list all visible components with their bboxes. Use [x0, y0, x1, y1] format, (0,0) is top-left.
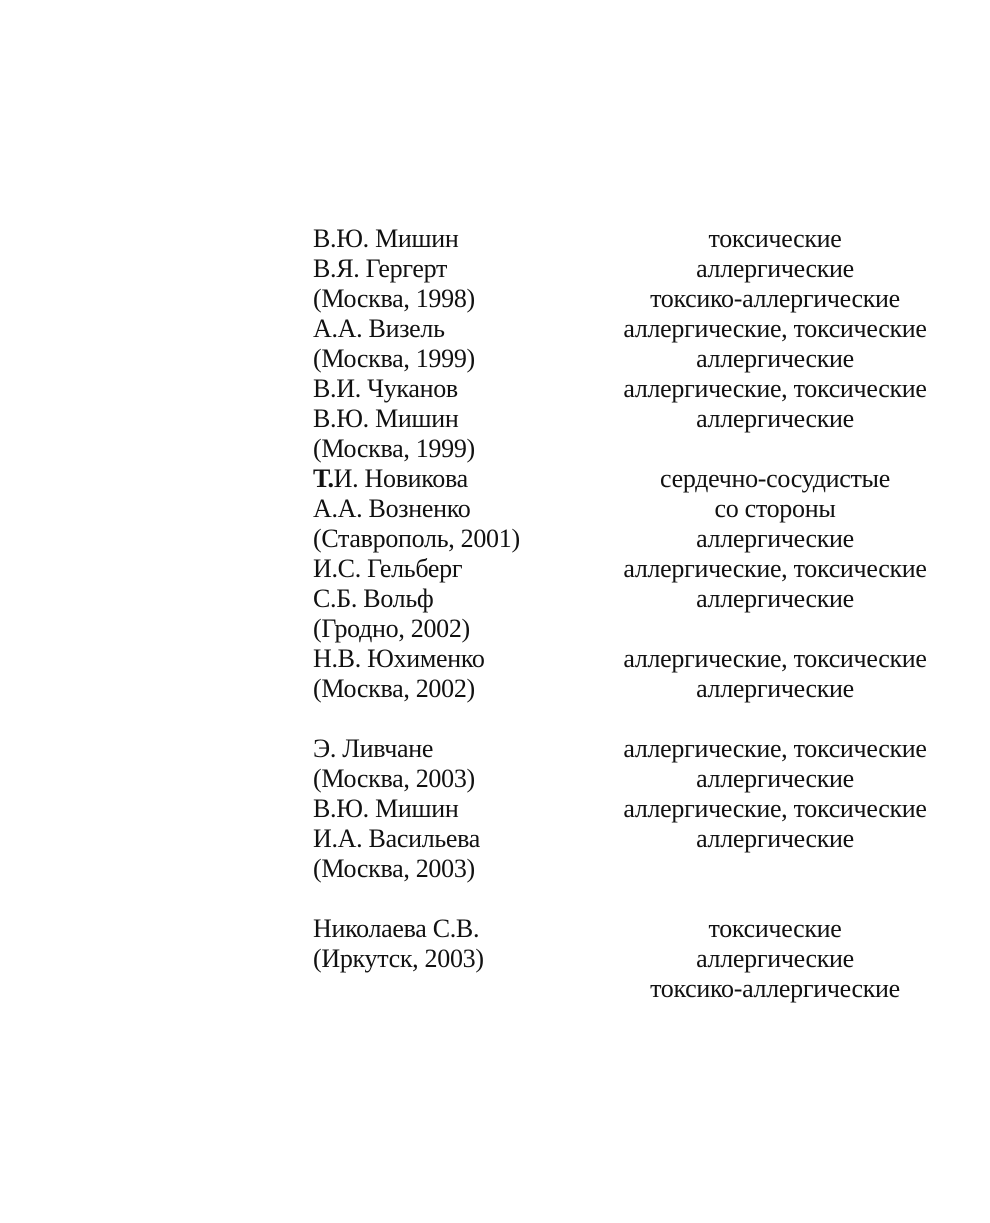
reaction-line: аллергические	[696, 674, 854, 703]
reaction-line: со стороны	[714, 494, 836, 523]
reaction-line: токсические	[708, 914, 842, 943]
author-line	[313, 464, 553, 494]
reaction-line	[560, 884, 990, 914]
author-line: В.И. Чуканов	[313, 374, 458, 403]
author-line: В.Ю. Мишин	[313, 794, 459, 823]
reaction-line: аллергические	[696, 584, 854, 613]
author-line: С.Б. Вольф	[313, 584, 434, 613]
author-line: (Гродно, 2002)	[313, 614, 470, 643]
author-line: В.Ю. Мишин	[313, 404, 459, 433]
reaction-line	[560, 704, 990, 734]
reaction-line	[560, 854, 990, 884]
reactions-column	[560, 224, 990, 1004]
reaction-line: аллергические, токсические	[623, 794, 927, 823]
author-line: (Иркутск, 2003)	[313, 944, 484, 973]
authors-column	[313, 224, 553, 974]
reaction-line	[560, 614, 990, 644]
author-line: А.А. Визель	[313, 314, 445, 343]
author-line: А.А. Возненко	[313, 494, 471, 523]
author-line: (Москва, 1999)	[313, 434, 475, 463]
author-line: И.С. Гельберг	[313, 554, 463, 583]
author-line: Н.В. Юхименко	[313, 644, 485, 673]
reaction-line: сердечно-сосудистые	[660, 464, 890, 493]
reaction-line: токсико-аллергические	[650, 974, 900, 1003]
bold-initial: Т.	[313, 464, 334, 493]
reaction-line: аллергические, токсические	[623, 734, 927, 763]
reaction-line: аллергические	[696, 824, 854, 853]
blank-line	[313, 704, 553, 734]
reaction-line	[560, 434, 990, 464]
author-line: В.Ю. Мишин	[313, 224, 459, 253]
author-line: (Москва, 2003)	[313, 854, 475, 883]
author-line-rest: И. Новикова	[333, 464, 468, 493]
author-line: (Москва, 2002)	[313, 674, 475, 703]
reaction-line: аллергические, токсические	[623, 314, 927, 343]
reaction-line: аллергические	[696, 254, 854, 283]
author-line: В.Я. Гергерт	[313, 254, 448, 283]
blank-line	[313, 884, 553, 914]
reaction-line: токсические	[708, 224, 842, 253]
reaction-line: токсико-аллергические	[650, 284, 900, 313]
reaction-line: аллергические, токсические	[623, 644, 927, 673]
reaction-line: аллергические	[696, 524, 854, 553]
reaction-line: аллергические, токсические	[623, 554, 927, 583]
author-line: Николаева С.В.	[313, 914, 480, 943]
author-line: Э. Ливчане	[313, 734, 434, 763]
author-line: И.А. Васильева	[313, 824, 481, 853]
reaction-line: аллергические	[696, 944, 854, 973]
reaction-line: аллергические	[696, 404, 854, 433]
reaction-line: аллергические, токсические	[623, 374, 927, 403]
author-line: (Москва, 2003)	[313, 764, 475, 793]
author-line: (Москва, 1998)	[313, 284, 475, 313]
author-line: (Ставрополь, 2001)	[313, 524, 520, 553]
reaction-line: аллергические	[696, 764, 854, 793]
author-line: (Москва, 1999)	[313, 344, 475, 373]
reaction-line: аллергические	[696, 344, 854, 373]
